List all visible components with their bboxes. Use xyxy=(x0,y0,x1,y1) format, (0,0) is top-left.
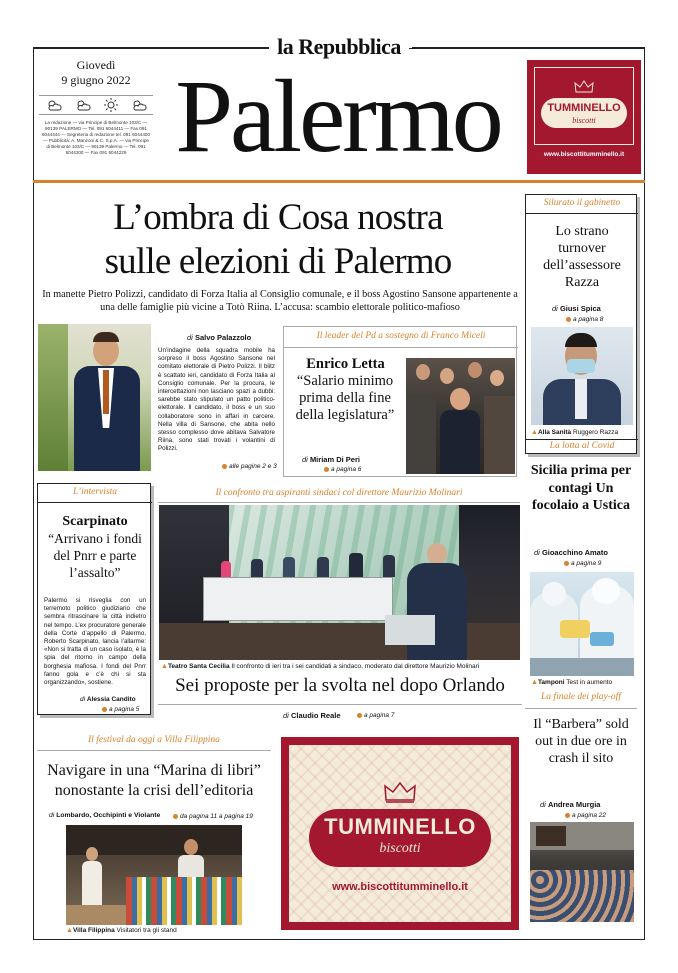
day: Giovedì xyxy=(76,58,116,72)
libri-headline xyxy=(37,761,271,801)
letta-name: Enrico Letta xyxy=(306,356,385,372)
barbera-photo xyxy=(530,822,634,922)
bottom-ad[interactable] xyxy=(281,737,519,930)
scarpinato-rule xyxy=(38,502,152,503)
bottom-ad-url[interactable]: www.biscottitumminello.it xyxy=(332,881,468,893)
libri-byline: di Lombardo, Occhipinti e Violante xyxy=(49,812,161,819)
debate-kicker: Il confronto tra aspiranti sindaci col direttore Maurizio Molinari xyxy=(215,488,463,498)
lead-headline-line2: sulle elezioni di Palermo xyxy=(104,241,452,282)
redazione-info: La redazione — via Principe di Belmonte 103/C — 90139 PALERMO — Tel. 091 6044411 — Fax 091 6044444 — Segreteria di redazione tel. 091 6044400 — Pubblicità: A. Manzoni & C. S.p.A. — via Principe di Belmonte 103/C — 90139 Palermo — Tel. 091 6044200 — Fax 091 6044229 xyxy=(41,120,151,155)
sun-icon xyxy=(104,98,118,112)
covid-divider xyxy=(526,439,638,440)
city-title: Palermo xyxy=(175,59,501,174)
covid-photo xyxy=(530,572,634,676)
letta-byline: di Miriam Di Peri xyxy=(302,455,360,464)
top-ad-url[interactable]: www.biscottitumminello.it xyxy=(543,151,625,158)
letta-box xyxy=(283,326,517,477)
assessore-author: Giusi Spica xyxy=(559,304,601,313)
masthead-divider xyxy=(33,180,645,183)
top-ad[interactable] xyxy=(527,60,641,174)
scarpinato-box xyxy=(37,483,151,715)
lead-author: Salvo Palazzolo xyxy=(194,333,252,342)
bottom-ad-brand: TUMMINELLO xyxy=(324,814,476,839)
scarpinato-body: Palermo si risveglia con un terremoto politico giudiziario che sembra ritrascinare la città indietro nel tempo. L’ex procuratore generale della Corte d’appello di Palermo, Roberto Scarpinato, lancia l’allarme: «Non si tratta di un caso isolato, è la spia del ritorno in campo della borghesia mafiosa. I fondi del Pnrr fanno gola e c’è chi si sta organizzando», sostiene. xyxy=(44,597,146,687)
debate-byline: di Claudio Reale xyxy=(283,711,341,720)
top-ad-brand: TUMMINELLO xyxy=(547,102,621,114)
debate-byline-rule xyxy=(158,704,522,705)
brand-logo: la Repubblica xyxy=(269,34,409,59)
scarpinato-quote: “Arrivano i fondi del Pnrr e parte l’assalto” xyxy=(48,531,142,580)
libri-author: Lombardo, Occhipinti e Violante xyxy=(56,812,161,819)
assessore-rule xyxy=(526,213,638,214)
scarpinato-pageref[interactable]: a pagina 5 xyxy=(102,706,139,713)
cloud-sun-icon xyxy=(46,99,62,111)
assessore-photo xyxy=(531,327,633,425)
debate-caption: ▲Teatro Santa Cecilia Il confronto di ieri tra i sei candidati a sindaco, moderato dal direttore Maurizio Molinari xyxy=(161,663,480,670)
barbera-rule xyxy=(525,708,637,709)
lead-photo xyxy=(38,324,151,471)
covid-byline: di Gioacchino Amato xyxy=(534,548,608,557)
libri-kicker: Il festival da oggi a Villa Filippina xyxy=(88,735,220,745)
scarpinato-name: Scarpinato xyxy=(62,514,128,529)
barbera-pageref[interactable]: a pagina 22 xyxy=(565,812,606,819)
assessore-kicker: Silurato il gabinetto xyxy=(543,198,621,208)
debate-author: Claudio Reale xyxy=(290,711,341,720)
covid-kicker: La lotta al Covid xyxy=(549,441,615,451)
assessore-caption: ▲Alla Sanità Ruggero Razza xyxy=(531,429,619,436)
cloud-sun-icon xyxy=(75,99,91,111)
assessore-box xyxy=(525,194,637,454)
libri-rule xyxy=(37,750,271,751)
top-ad-logo xyxy=(541,98,627,128)
bottom-ad-logo xyxy=(309,809,491,867)
covid-caption: ▲Tamponi Test in aumento xyxy=(531,679,613,686)
lead-byline: di Salvo Palazzolo xyxy=(187,333,252,342)
scarpinato-author: Alessia Candito xyxy=(86,696,136,703)
letta-rule xyxy=(284,347,518,348)
letta-quote: “Salario minimo prima della fine della legislatura” xyxy=(295,373,395,423)
covid-pageref[interactable]: a pagina 9 xyxy=(564,560,601,567)
letta-photo xyxy=(406,358,515,474)
scarpinato-kicker: L’intervista xyxy=(73,487,117,497)
libri-photo xyxy=(66,825,242,925)
covid-headline: Sicilia prima per contagi Un focolaio a Ustica xyxy=(530,463,632,513)
date-box xyxy=(39,58,153,88)
brand-rule xyxy=(33,47,269,48)
barbera-author: Andrea Murgia xyxy=(547,800,601,809)
weather-strip xyxy=(39,95,153,115)
letta-pageref[interactable]: a pagina 6 xyxy=(324,466,361,473)
barbera-kicker: La finale dei play-off xyxy=(541,692,621,702)
debate-kicker-rule xyxy=(158,502,520,503)
barbera-byline: di Andrea Murgia xyxy=(540,800,601,809)
libri-caption: ▲Villa Filippina Visitatori tra gli stand xyxy=(66,927,177,934)
cloud-sun-icon xyxy=(131,99,147,111)
debate-pageref[interactable]: a pagina 7 xyxy=(357,712,394,719)
crown-icon xyxy=(383,781,417,803)
barbera-headline: Il “Barbera” sold out in due ore in crash il sito xyxy=(533,717,629,766)
lead-summary: In manette Pietro Polizzi, candidato di Forza Italia al Consiglio comunale, e il boss Agostino Sansone appartenente a una delle famiglie più vicine a Totò Riina. L’accusa: scambio elettorale politico-mafioso xyxy=(42,289,518,313)
assessore-byline: di Giusi Spica xyxy=(552,304,601,313)
lead-pageref[interactable]: alle pagine 2 e 3 xyxy=(222,463,277,470)
top-ad-sub: biscotti xyxy=(572,116,596,125)
assessore-headline: Lo strano turnover dell’assessore Razza xyxy=(543,224,621,290)
debate-photo xyxy=(159,505,520,660)
libri-headline-line1: Navigare in una “Marina di libri” xyxy=(47,762,261,779)
letta-kicker: Il leader del Pd a sostegno di Franco Miceli xyxy=(316,331,486,341)
crown-icon xyxy=(574,80,594,94)
bottom-ad-sub: biscotti xyxy=(379,841,421,856)
scarpinato-byline: di Alessia Candito xyxy=(80,696,136,703)
lead-body: Un’indagine della squadra mobile ha sorpreso il boss Agostino Sansone nel comitato elettorale di Pietro Polizzi. Il blitz è scattato ieri, candidato di Forza Italia al Consiglio comunale. Per la procura, le intercettazioni non lasciano spazi a dubbi: sarebbe stato stipulato un patto politico-elettorale. Il candidato, il boss e un suo collaboratore sono in affari in carcere. Nella villa di Sansone, che abita nello stesso complesso dove abitava Salvatore Riina, sono stati trovati i volantini di Polizzi. xyxy=(158,347,275,453)
libri-pageref[interactable]: da pagina 11 a pagina 19 xyxy=(173,813,253,820)
letta-author: Miriam Di Peri xyxy=(309,455,360,464)
lead-headline xyxy=(36,196,520,284)
lead-headline-line1: L’ombra di Cosa nostra xyxy=(113,197,443,238)
assessore-pageref[interactable]: a pagina 8 xyxy=(566,316,603,323)
brand-rule-right xyxy=(412,47,645,48)
date: 9 giugno 2022 xyxy=(61,73,131,87)
debate-headline: Sei proposte per la svolta nel dopo Orlando xyxy=(175,675,505,696)
covid-author: Gioacchino Amato xyxy=(541,548,608,557)
libri-headline-line2: nonostante la crisi dell’editoria xyxy=(54,782,254,799)
